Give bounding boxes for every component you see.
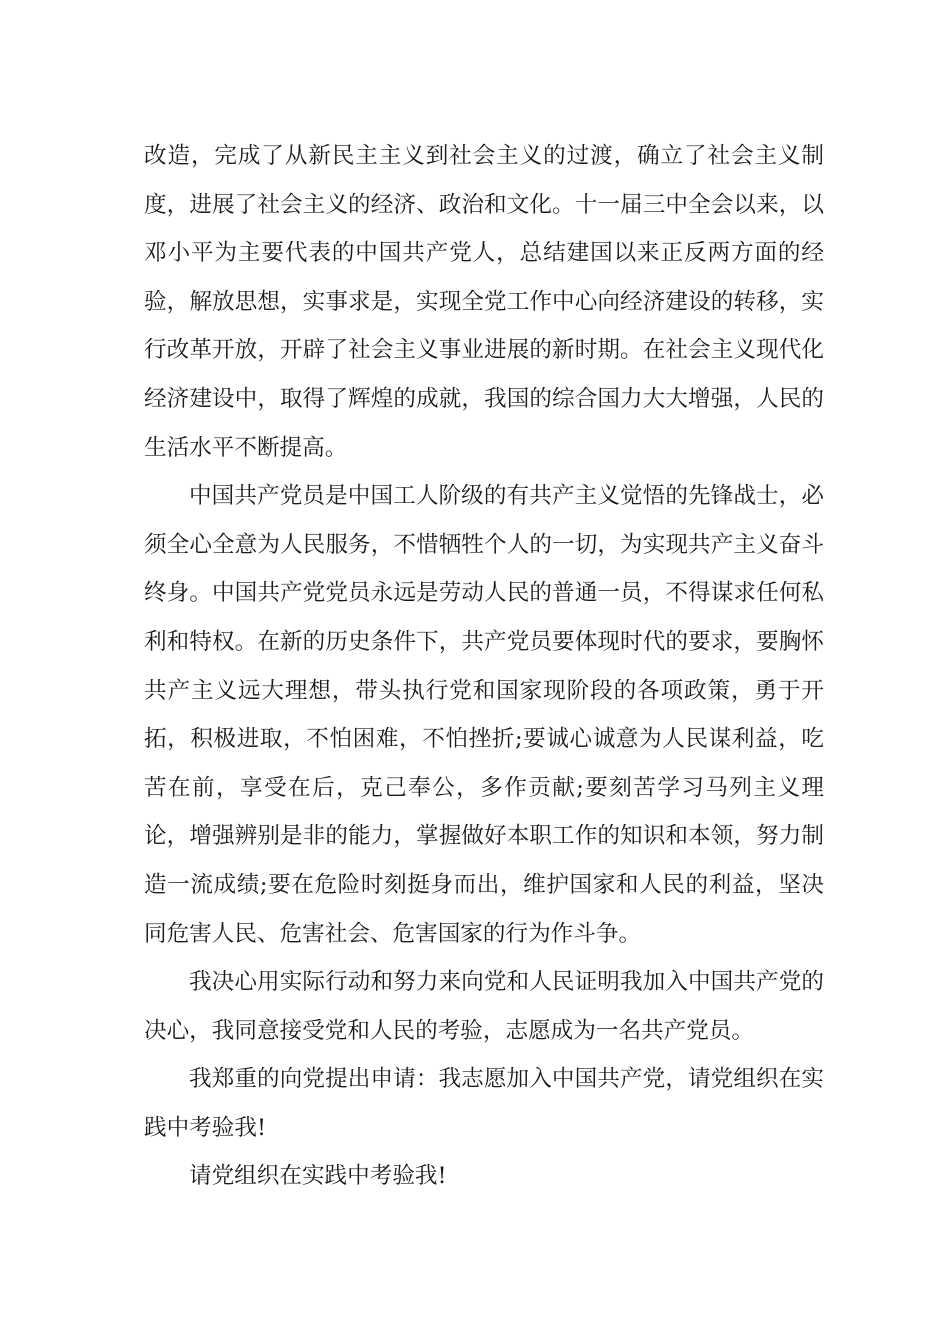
paragraph-continuation: 改造，完成了从新民主主义到社会主义的过渡，确立了社会主义制度，进展了社会主义的经济、政治和文化。十一届三中全会以来，以邓小平为主要代表的中国共产党人，总结建国以来正反两方面的经验，解放思想，实事求是，实现全党工作中心向经济建设的转移，实行改革开放，开辟了社会主义事业进展的新时期。在社会主义现代化经济建设中，取得了辉煌的成就，我国的综合国力大大增强，人民的生活水平不断提高。 (144, 143, 824, 461)
paragraph-application: 我郑重的向党提出申请：我志愿加入中国共产党，请党组织在实践中考验我! (144, 1066, 824, 1141)
document-body (144, 132, 824, 1201)
paragraph-determination: 我决心用实际行动和努力来向党和人民证明我加入中国共产党的决心，我同意接受党和人民的考验，志愿成为一名共产党员。 (144, 969, 824, 1044)
paragraph-party-member-duties: 中国共产党员是中国工人阶级的有共产主义觉悟的先锋战士，必须全心全意为人民服务，不惜牺牲个人的一切，为实现共产主义奋斗终身。中国共产党党员永远是劳动人民的普通一员，不得谋求任何私利和特权。在新的历史条件下，共产党员要体现时代的要求，要胸怀共产主义远大理想，带头执行党和国家现阶段的各项政策，勇于开拓，积极进取，不怕困难，不怕挫折;要诚心诚意为人民谋利益，吃苦在前，享受在后，克己奉公，多作贡献;要刻苦学习马列主义理论，增强辨别是非的能力，掌握做好本职工作的知识和本领，努力制造一流成绩;要在危险时刻挺身而出，维护国家和人民的利益，坚决同危害人民、危害社会、危害国家的行为作斗争。 (144, 483, 824, 947)
paragraph-closing: 请党组织在实践中考验我! (189, 1163, 447, 1190)
